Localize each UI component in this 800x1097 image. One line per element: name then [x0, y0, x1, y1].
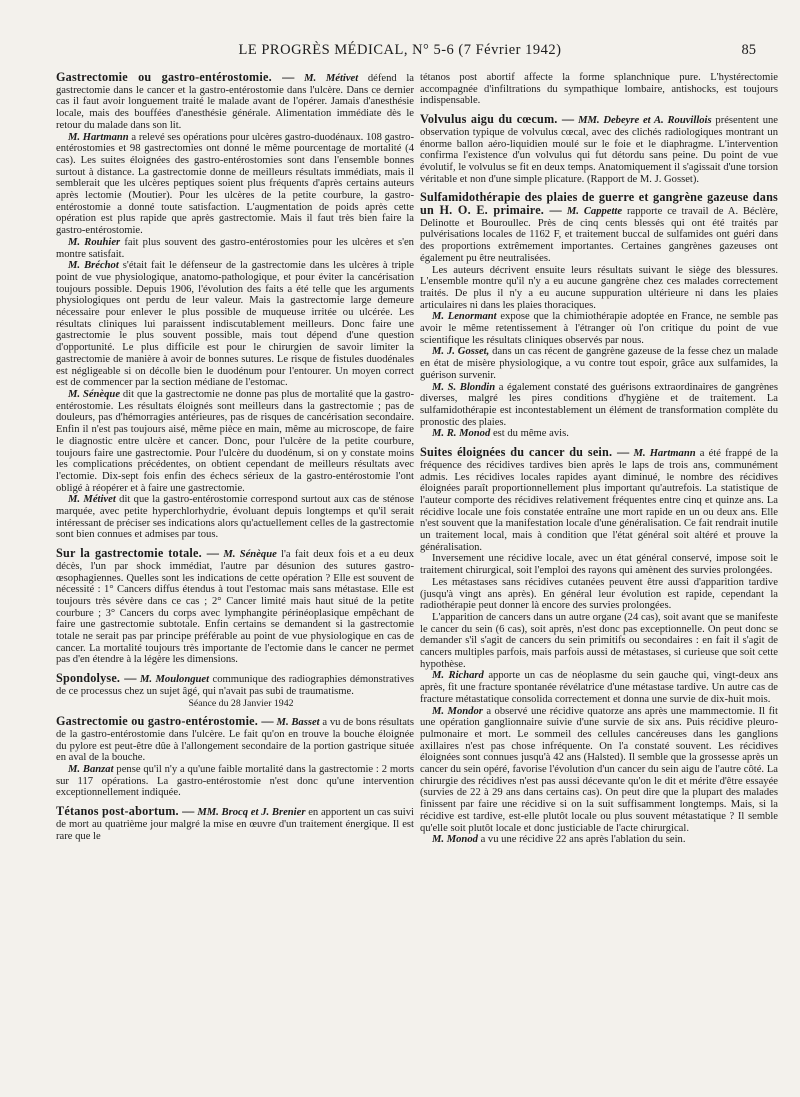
paragraph-text: dit que la gastro-entérostomie correspond surtout aux cas de sténose marquée, avec petite hyperchlorhydrie, évoluant depuis longtemps et qu'il serait intéressant de préciser ses indications alors qu'actuellement celles de la gastrectomie sont bien connues et admises par tous.	[56, 494, 415, 541]
paragraph	[420, 577, 778, 612]
paragraph-text: a relevé ses opérations pour ulcères gastro-duodénaux. 108 gastro-entérostomies et 98 gastrectomies ont donné le même pourcentage de mortalité (4 cas). Les suites éloignées des gastro-entérostomies sont dans l'ensemble bonnes surtout à distance. La gastrectomie donne de meilleurs résultats immédiats, mais il semblerait que les ulcères peptiques soient plus fréquents d'après certains auteurs après lectomie (Moutier). Pour les ulcères de la petite courbure, la gastro-entérostomie a donné toute satisfaction. L'augmentation de poids après cette opération est plus rapide que après gastrectomie. Mais il faut très bien faire la gastro-entérostomie.	[56, 131, 414, 237]
author-name: M. Mondor	[432, 705, 483, 717]
paragraph-text: défend la gastrectomie dans le cancer et la gastro-entérostomie dans l'ulcère. Dans ce dernier cas il faut avoir longuement traité le malade avant de l'opérer. Jamais d'anesthésie locale, mais des bouffées d'anesthésie générale. Alimentation immédiate dès le retour du malade dans son lit.	[56, 73, 414, 131]
paragraph	[420, 553, 778, 576]
author-name: M. Moulonguet	[140, 674, 210, 686]
paragraph	[56, 548, 414, 666]
paragraph	[420, 706, 778, 835]
paragraph	[420, 192, 778, 264]
paragraph	[56, 132, 414, 237]
paragraph-text: dans un cas récent de gangrène gazeuse de la fesse chez un malade en état de misère physiologique, a vu contre tout espoir, grâce aux sulfamides, la guérison survenir.	[420, 346, 778, 381]
author-name: M. Banzat	[68, 764, 114, 776]
paragraph-text: a été frappé de la fréquence des récidives tardives bien après le laps de trois ans, communément admis. Les récidives locales rapides ayant diminué, le nombre des récidives éloignées paraît proportionnellement plus important qu'autrefois. La statistique de l'auteur comporte des récidives relativement fréquentes entre cinq et quinze ans. La récidive locale une fois constatée entraîne une mort rapide en un ou deux ans. Elle n'est souvent que la manifestation locale d'une généralisation. Ce fait rendrait inutile un traitement local, mais à condition que l'état général soit altéré et prouve la généralisation.	[420, 448, 779, 553]
paragraph	[420, 311, 778, 346]
paragraph-text: en apportent un cas suivi de mort au quatrième jour malgré la mise en œuvre d'un traitement énergique. Il est rare que le	[56, 807, 414, 842]
paragraph-text: a vu de bons résultats de la gastro-entérostomie dans l'ulcère. Le fait qu'on en trouve la bouche éloignée du pylore est peut-être dûe à l'allongement secondaire de la portion gastrique située en aval de la bouche.	[56, 717, 414, 764]
paragraph-text: dit que la gastrectomie ne donne pas plus de mortalité que la gastro-entérostomie. Les résultats éloignés sont meilleurs dans la gastrectomie ; pas de douleurs, pas d'hémorragies antérieures, pas de risques de cancérisation secondaire. Enfin il n'est pas toujours aisé, même pièce en main, même au microscope, de faire le diagnostic entre ulcère et cancer. Donc, pour l'ulcère de la petite courbure, toujours faire une gastrectomie. Pour l'ulcère du duodénum, si on y constate moins les complications précédentes, on obtient cependant de meilleurs résultats avec l'ectomie. Dix-sept fois enfin des échecs sérieux de la gastro-entérostomie l'ont obligé à réopérer et à faire une gastrectomie.	[56, 388, 414, 494]
paragraph-text: a vu une récidive 22 ans après l'ablation du sein.	[480, 834, 686, 846]
author-name: M. Richard	[432, 670, 484, 682]
paragraph	[56, 806, 414, 842]
author-name: M. Sénèque	[68, 388, 121, 400]
paragraph-text: a également constaté des guérisons extraordinaires de gangrènes diverses, malgré les pires conditions d'hygiène et de traitement. La sulfamidothérapie est incontestablement un élément de transformation complète du pronostic des plaies.	[420, 381, 778, 428]
author-name: M. Cappette	[566, 206, 623, 218]
paragraph	[56, 237, 414, 260]
paragraph	[420, 834, 778, 846]
paragraph-text: Les auteurs décrivent ensuite leurs résultats suivant le siège des blessures. L'ensemble montre qu'il n'y a eu aucune gangrène chez ces malades correctement traités. De plus il n'y a eu aucune suppuration ultérieure ni dans les plaies articulaires ni dans les plaies thoraciques.	[420, 264, 778, 311]
right-column	[420, 72, 778, 846]
page-number: 85	[741, 42, 756, 58]
paragraph	[420, 72, 778, 107]
paragraph-text: est du même avis.	[492, 428, 569, 440]
paragraph	[56, 764, 414, 799]
paragraph	[420, 670, 778, 705]
author-name: M. Métivet	[68, 494, 116, 506]
section-heading: Spondolyse. —	[56, 671, 137, 686]
paragraph	[56, 716, 414, 764]
author-name: M. R. Monod	[432, 428, 491, 440]
paragraph-text: a observé une récidive quatorze ans après une mammectomie. Il fit une opération ganglionnaire suivie d'une survie de six ans. Puis récidive pleuro-pulmonaire et mort. Le sommeil des cellules cancéreuses dans les ganglions axillaires n'est pas chose infréquente. On l'a constaté souvent. Les récidives éloignées sont connues jusqu'à 42 ans (Halsted). Il semble que la grossesse après un cancer du sein opéré, favorise l'évolution d'un cancer du sein aigu de l'autre côté. La chirurgie des récidives n'est pas aussi décevante qu'on le dit et mérite d'être essayée (survies de 22 à 29 ans dans certains cas). On peut dire que la plupart des malades finissent par faire une récidive si on la suit suffisamment longtemps. Mais, si la récidive est tardive, est-elle plutôt locale ou plus souvent métastatique ? Il semble qu'elle soit plutôt locale et donc justiciable de l'acte chirurgical.	[420, 705, 778, 834]
author-name: M. Monod	[432, 834, 478, 846]
section-heading: Sur la gastrectomie totale. —	[56, 546, 220, 561]
paragraph	[56, 494, 414, 541]
author-name: MM. Brocq et J. Brenier	[197, 807, 306, 819]
paragraph-text: rapporte ce travail de A. Béclère, Delinotte et Bouroullec. Près de cinq cents blessés qui ont été traités par pulvérisations locales de 1162 F, et traitement buccal de sulfamides ont guéri dans des proportions extrêmement importantes. Certaines gangrènes gazeuses ont également pu être neutralisées.	[420, 206, 778, 264]
author-name: M. Hartmann	[68, 131, 129, 143]
paragraph	[420, 265, 778, 312]
author-name: M. S. Blondin	[432, 381, 496, 393]
section-heading: Volvulus aigu du cœcum. —	[420, 112, 575, 127]
paragraph-text: présentent une observation typique de volvulus cœcal, avec des clichés radiologiques montrant un énorme ballon aéro-liquidien moulé sur le foie et le diaphragme. L'intervention confirma l'existence d'un volvulus qui fut détordu sans peine. Du point de vue évolutif, le volvulus se fit en deux temps. Anatomiquement il s'agissait d'une torsion véritable et non d'une simple plicature. (Rapport de M. J. Gosset).	[420, 115, 779, 185]
journal-header-title: LE PROGRÈS MÉDICAL, N° 5-6 (7 Février 1942)	[238, 42, 562, 58]
paragraph	[56, 260, 414, 389]
paragraph	[56, 72, 414, 132]
paragraph	[56, 389, 414, 494]
paragraph-text: Inversement une récidive locale, avec un état général conservé, impose soit le traitement chirurgical, soit l'emploi des rayons qui amènent des survies prolongées.	[420, 553, 778, 577]
paragraph-text: expose que la chimiothérapie adoptée en France, ne semble pas avoir le même retentissement à l'étranger où l'on critique du point de vue scientifique les résultats cliniques observés par nous.	[420, 311, 778, 346]
author-name: M. Rouhier	[68, 236, 121, 248]
author-name: MM. Debeyre et A. Rouvillois	[578, 115, 712, 127]
paragraph	[420, 428, 778, 440]
session-date: Séance du 28 Janvier 1942	[188, 697, 294, 709]
paragraph-text: l'a fait deux fois et a eu deux décès, l'un par shock immédiat, l'autre par désunion des sutures gastro-œsophagiennes. Quelles sont les indications de cette opération ? Elle est souvent de nécessité : 1° Cancers diffus étendus à tout l'estomac mais sans métastase. Elle est toujours très sévère dans ce cas ; 2° Cancer limité mais haut situé de la petite courbure ; 3° Cancers du corps avec lymphangite périnéoplasique empêchant de faire une gastrectomie subtotale. Enfin certains se demandent si la gastrectomie totale ne serait pas par principe préférable au point de vue physiologique en cas de cancer. La mortalité toujours très importante de l'ectomie dans le cancer ne permet pas d'en étendre à la légère les dimensions.	[56, 549, 414, 666]
paragraph-text: pense qu'il n'y a qu'une faible mortalité dans la gastrectomie : 2 morts sur 117 opérations. La gastro-entérostomie n'est donc qu'une intervention exceptionnellement indiquée.	[56, 764, 414, 799]
section-heading: Gastrectomie ou gastro-entérostomie. —	[56, 70, 295, 84]
paragraph-text: s'était fait le défenseur de la gastrectomie dans les ulcères à triple point de vue physiologique, anatomo-pathologique, et pour éviter la cancérisation toujours possible. Depuis 1906, l'évolution des faits a été telle que les arguments physiologiques ont perdu de leur valeur. Mais la gastrectomie large demeure nécessaire pour enlever le plus possible de muqueuse irritée ou ulcérée. Les résultats cliniques lui paraissent indiscutablement meilleurs. Donc faire une gastrectomie le plus souvent possible, mais tout dépend d'une question d'opportunité. Le plus difficile est pour le chirurgien de savoir limiter la gastrectomie de manière à avoir de bonnes sutures. Le risque de fistules duodénales est négligeable si on décolle bien le duodénum pour l'entourer. Un moyen correct est de commencer par la section médiane de l'estomac.	[56, 260, 414, 389]
author-name: M. Hartmann	[633, 448, 696, 460]
author-name: M. Métivet	[304, 73, 359, 84]
paragraph-text: apporte un cas de néoplasme du sein gauche qui, vingt-deux ans après, fit une fracture spontanée révélatrice d'une métastase tardive. Un autre cas de fracture métastatique consolida correctement et donna une survie de dix-huit mois.	[420, 670, 778, 705]
paragraph	[420, 346, 778, 381]
paragraph	[420, 612, 778, 671]
author-name: M. Basset	[276, 717, 320, 729]
paragraph	[420, 382, 778, 429]
paragraph-text: L'apparition de cancers dans un autre organe (24 cas), soit avant que se manifeste le cancer du sein (6 cas), soit après, n'est donc pas exceptionnelle. On peut donc se demander s'il s'agit de cancers du sein primitifs ou secondaires : en fait il s'agit de cancers multiples parfois, mais parfois aussi de métastases, si curieuse que soit cette hypothèse.	[420, 611, 778, 670]
paragraph	[420, 114, 778, 185]
left-column	[56, 72, 414, 842]
paragraph	[56, 673, 414, 697]
paragraph	[420, 447, 778, 553]
running-header	[0, 42, 800, 62]
author-name: M. Lenormant	[432, 311, 497, 323]
section-heading: Gastrectomie ou gastro-entérostomie. —	[56, 714, 274, 729]
section-heading: Tétanos post-abortum. —	[56, 804, 195, 819]
author-name: M. J. Gosset,	[432, 346, 490, 358]
paragraph-text: tétanos post abortif affecte la forme splanchnique pure. L'hystérectomie accompagnée d'infiltrations du sympathique lombaire, antishocks, est toujours indispensable.	[420, 72, 778, 107]
paragraph-text: fait plus souvent des gastro-entérostomies pour les ulcères et s'en montre satisfait.	[56, 236, 414, 260]
section-heading: Sulfamidothérapie des plaies de guerre et gangrène gazeuse dans un H. O. E. primaire. —	[420, 190, 778, 218]
section-heading: Suites éloignées du cancer du sein. —	[420, 445, 630, 460]
paragraph-text: communique des radiographies démonstratives de ce processus chez un sujet âgé, qui n'avait pas subi de traumatisme.	[56, 674, 414, 697]
author-name: M. Sénèque	[223, 549, 277, 561]
paragraph-text: Les métastases sans récidives cutanées peuvent être aussi d'apparition tardive (jusqu'à vingt ans après). En général leur évolution est rapide, cependant la radiothérapie peut donner là encore des survies prolongées.	[420, 576, 778, 612]
author-name: M. Bréchot	[68, 260, 119, 272]
